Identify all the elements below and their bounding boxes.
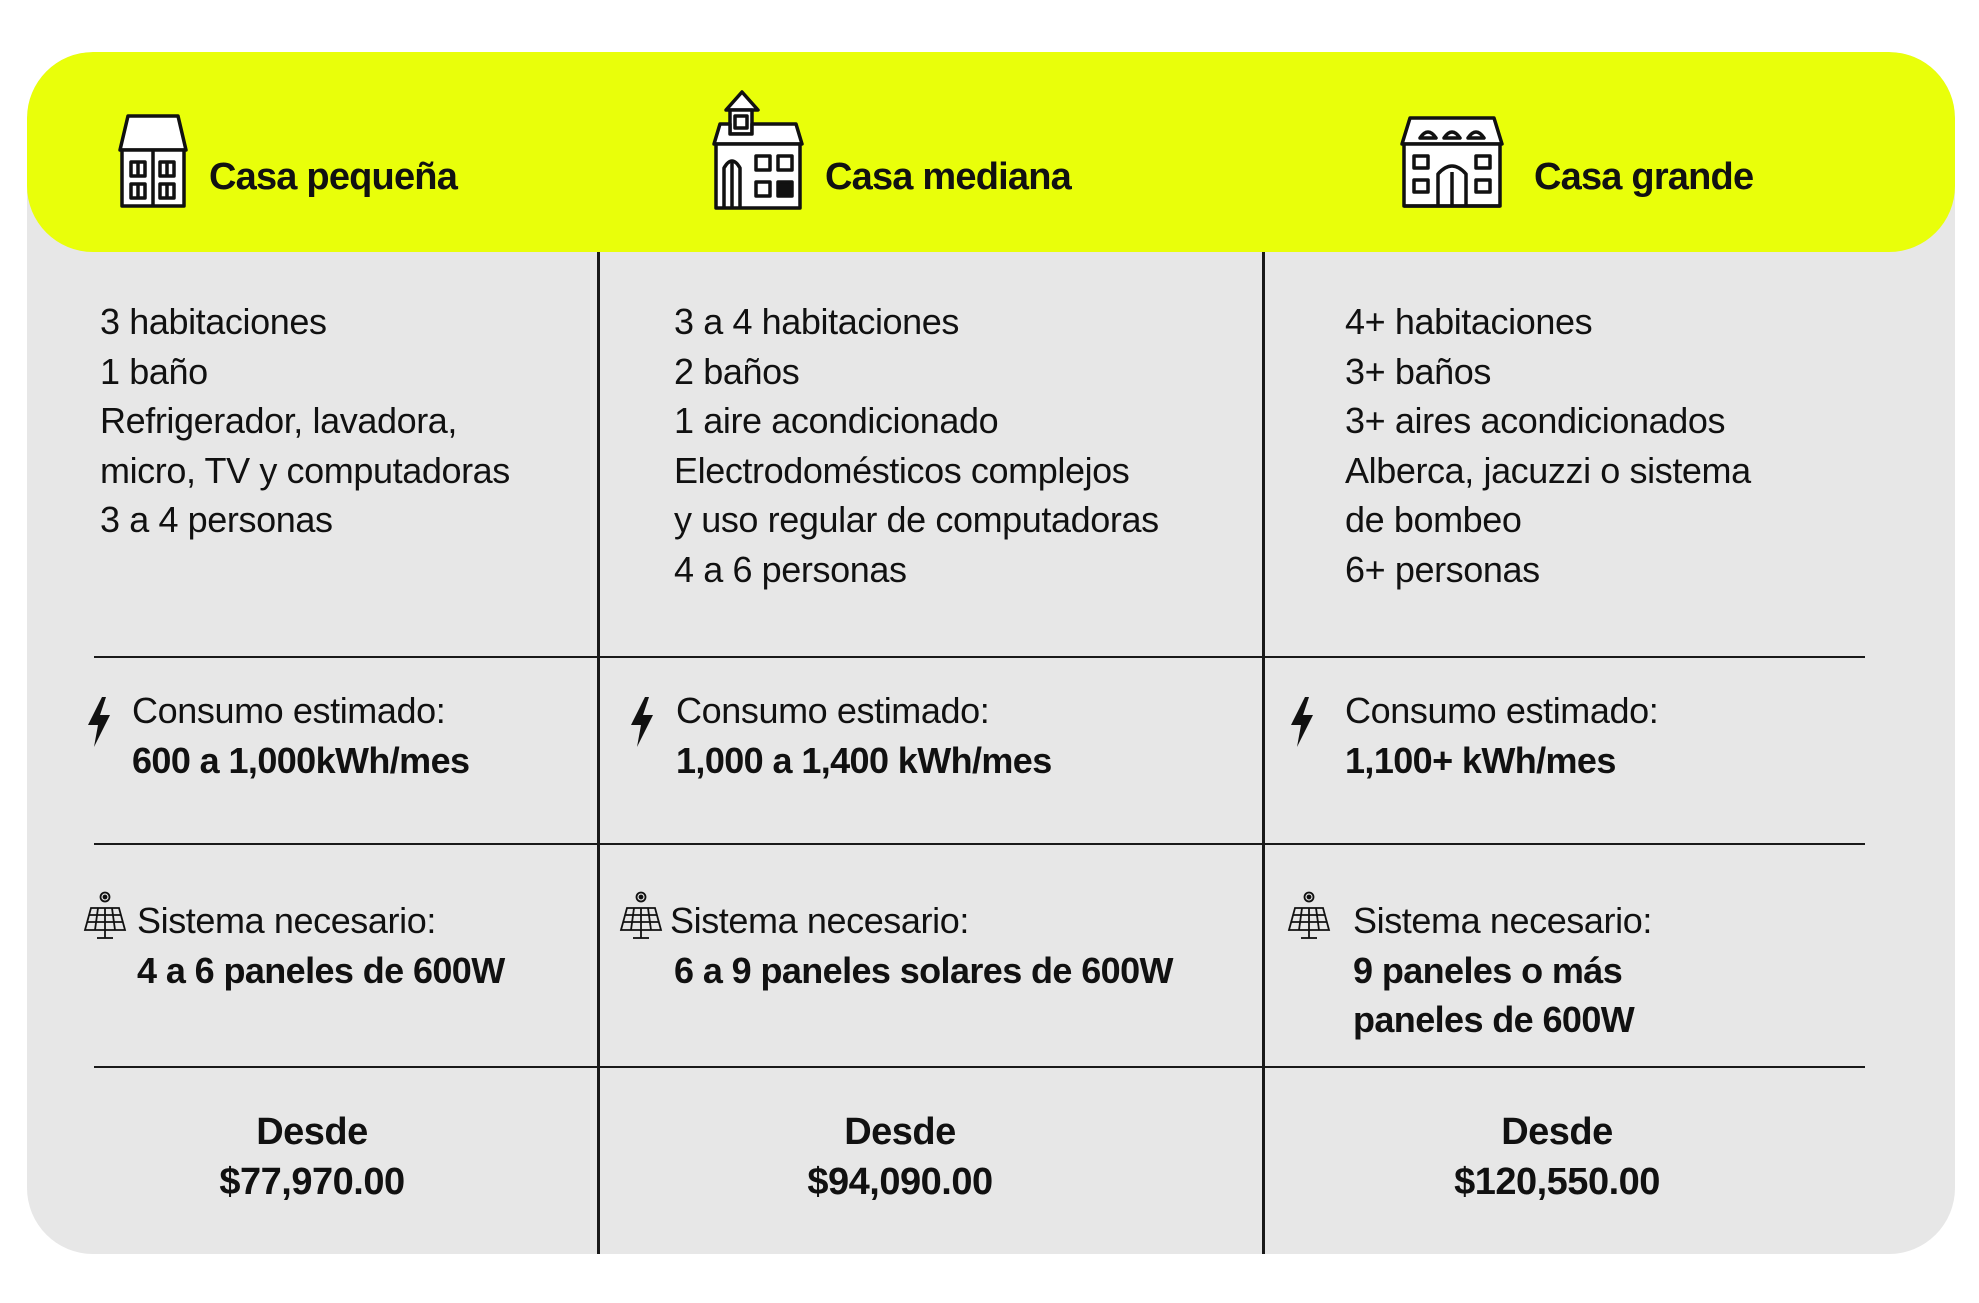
sistema-label: Sistema necesario: <box>670 900 969 941</box>
consumo-value: 1,100+ kWh/mes <box>1345 740 1616 781</box>
column-divider <box>1262 252 1265 1254</box>
feature-item: 1 baño <box>100 350 208 392</box>
feature-item: 4 a 6 personas <box>674 548 907 590</box>
sistema-label: Sistema necesario: <box>137 900 436 941</box>
lightning-icon <box>84 695 114 749</box>
feature-item: Alberca, jacuzzi o sistema <box>1345 449 1751 491</box>
feature-item: micro, TV y computadoras <box>100 449 510 491</box>
price-block <box>27 1107 612 1207</box>
column-title: Casa pequeña <box>209 156 458 198</box>
column-divider <box>597 252 600 1254</box>
solar-panel-icon <box>1287 890 1331 940</box>
medium-house-icon <box>710 88 806 212</box>
feature-item: 1 aire acondicionado <box>674 400 999 441</box>
header-band <box>27 52 1955 252</box>
price-block <box>1257 1107 1857 1207</box>
feature-item: Refrigerador, lavadora, <box>100 400 458 441</box>
consumo-label: Consumo estimado: <box>676 690 990 731</box>
feature-item: 6+ personas <box>1345 548 1540 590</box>
column-title: Casa grande <box>1534 156 1754 198</box>
feature-item: 3 a 4 personas <box>100 499 333 540</box>
price-label: Desde <box>1501 1111 1613 1153</box>
feature-item: 3+ aires acondicionados <box>1345 400 1726 441</box>
sistema-label: Sistema necesario: <box>1353 900 1652 941</box>
price-value: $120,550.00 <box>1454 1161 1660 1203</box>
feature-item: 3 habitaciones <box>100 301 327 342</box>
features-list <box>1345 297 1751 594</box>
sistema-value: 4 a 6 paneles de 600W <box>137 950 505 991</box>
row-divider <box>94 1066 1865 1068</box>
features-list <box>674 297 1159 594</box>
sistema-value: 6 a 9 paneles solares de 600W <box>674 950 1173 991</box>
feature-item: 4+ habitaciones <box>1345 301 1593 342</box>
header-col-small <box>27 52 597 252</box>
comparison-card <box>27 52 1955 1254</box>
lightning-icon <box>627 695 657 749</box>
lightning-icon <box>1287 695 1317 749</box>
sistema-value: 9 paneles o más <box>1353 950 1623 991</box>
feature-item: y uso regular de computadoras <box>674 499 1159 540</box>
price-label: Desde <box>844 1111 956 1153</box>
column-title: Casa mediana <box>825 156 1071 198</box>
row-divider <box>94 656 1865 658</box>
consumo-value: 600 a 1,000kWh/mes <box>132 740 470 781</box>
feature-item: 2 baños <box>674 350 800 392</box>
feature-item: de bombeo <box>1345 499 1522 540</box>
solar-panel-icon <box>619 890 663 940</box>
solar-panel-icon <box>83 890 127 940</box>
consumo-value: 1,000 a 1,400 kWh/mes <box>676 740 1052 781</box>
row-divider <box>94 843 1865 845</box>
consumo-label: Consumo estimado: <box>132 690 446 731</box>
price-label: Desde <box>256 1111 368 1153</box>
price-value: $77,970.00 <box>219 1161 405 1203</box>
small-house-icon <box>116 112 190 210</box>
feature-item: 3+ baños <box>1345 350 1491 392</box>
price-value: $94,090.00 <box>807 1161 993 1203</box>
features-list <box>100 297 510 545</box>
header-col-medium <box>597 52 1262 252</box>
sistema-value: paneles de 600W <box>1353 999 1635 1040</box>
large-house-icon <box>1398 114 1506 210</box>
feature-item: Electrodomésticos complejos <box>674 449 1130 491</box>
feature-item: 3 a 4 habitaciones <box>674 301 960 342</box>
consumo-label: Consumo estimado: <box>1345 690 1659 731</box>
price-block <box>600 1107 1200 1207</box>
header-col-large <box>1262 52 1955 252</box>
